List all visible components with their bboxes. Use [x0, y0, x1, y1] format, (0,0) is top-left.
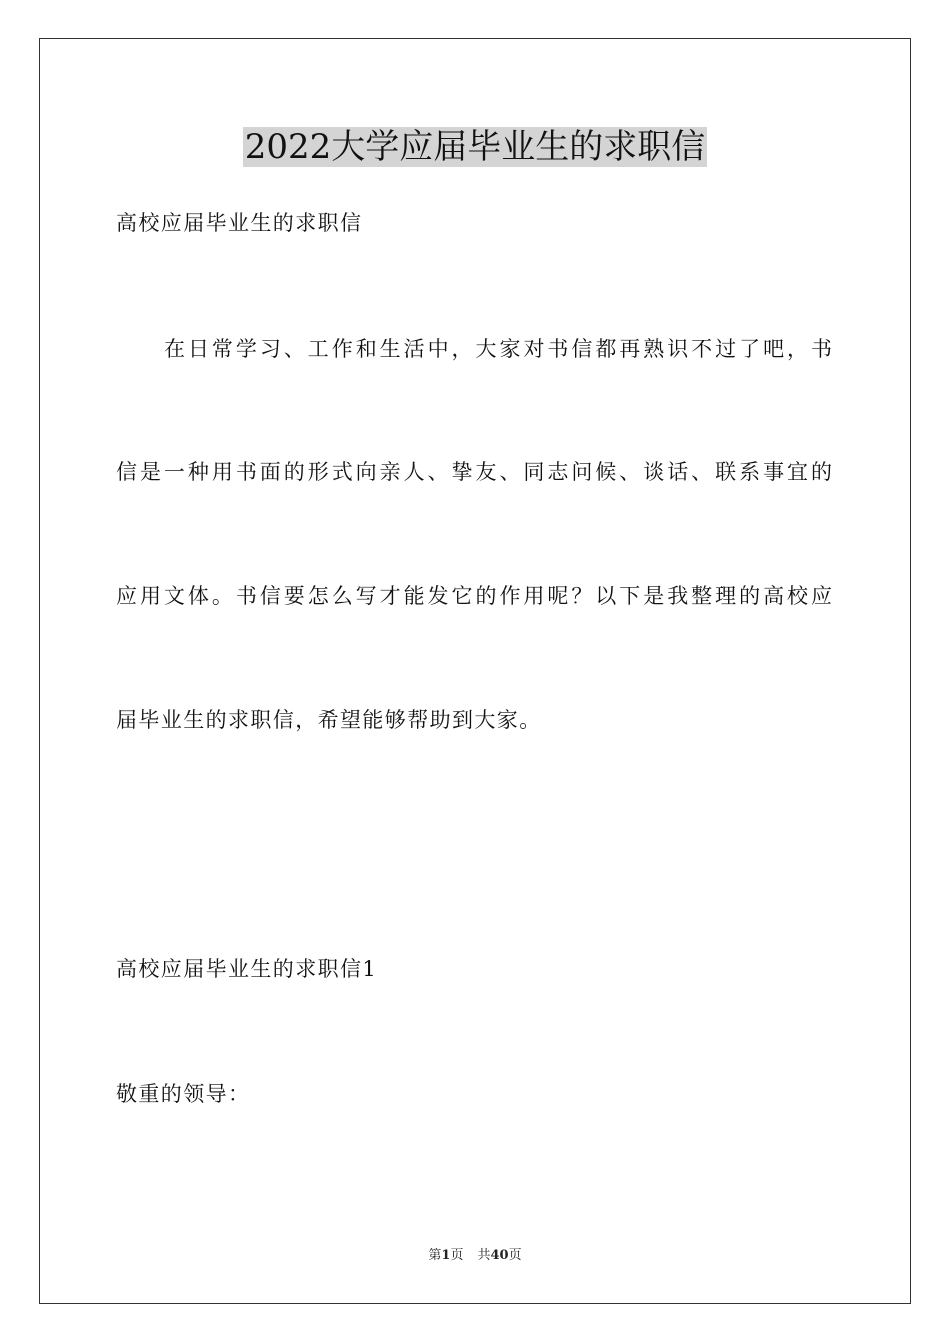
intro-line-1: 在日常学习、工作和生活中，大家对书信都再熟识不过了吧，书	[164, 337, 832, 361]
page-suffix: 页	[450, 1248, 464, 1263]
intro-line-4: 届毕业生的求职信，希望能够帮助到大家。	[116, 708, 542, 732]
total-suffix: 页	[508, 1248, 522, 1263]
salutation: 敬重的领导：	[116, 1082, 251, 1106]
total-pages: 40	[490, 1248, 509, 1263]
section-heading: 高校应届毕业生的求职信1	[116, 957, 378, 981]
intro-line-3: 应用文体。书信要怎么写才能发它的作用呢？以下是我整理的高校应	[116, 584, 832, 608]
page-number: 1	[441, 1248, 451, 1263]
page-footer	[0, 1247, 950, 1265]
total-prefix: 共	[477, 1248, 491, 1263]
document-title-text: 2022大学应届毕业生的求职信	[244, 127, 706, 167]
document-title	[0, 122, 950, 172]
page-prefix: 第	[428, 1248, 442, 1263]
document-subtitle: 高校应届毕业生的求职信	[116, 211, 363, 235]
intro-line-2: 信是一种用书面的形式向亲人、挚友、同志问候、谈话、联系事宜的	[116, 460, 832, 484]
